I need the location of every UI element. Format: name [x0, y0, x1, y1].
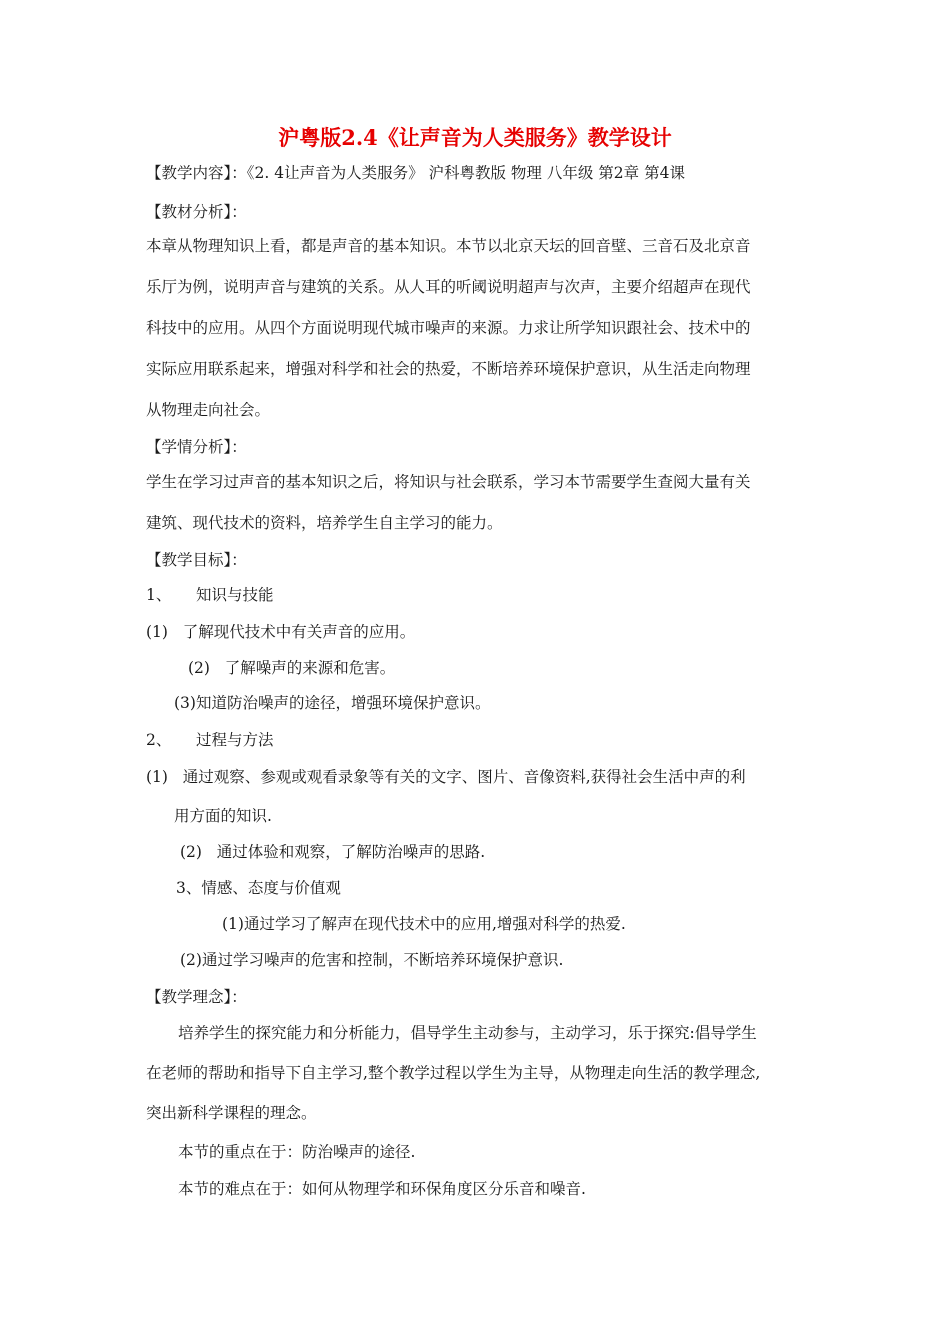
goal-3-item: (2)通过学习噪声的危害和控制，不断培养环境保护意识.	[180, 951, 564, 969]
goal-2-item: (2) 通过体验和观察，了解防治噪声的思路.	[180, 843, 486, 861]
student-analysis-heading: 【学情分析】：	[146, 438, 247, 456]
difficult-point-line: 本节的难点在于：如何从物理学和环保角度区分乐音和噪音.	[178, 1180, 586, 1198]
teaching-goals-heading: 【教学目标】：	[146, 551, 247, 569]
goal-2-item: (1) 通过观察、参观或观看录象等有关的文字、图片、音像资料,获得社会生活中声的利	[146, 768, 746, 786]
student-analysis-line: 学生在学习过声音的基本知识之后，将知识与社会联系，学习本节需要学生查阅大量有关	[146, 473, 751, 491]
teaching-concept-line: 突出新科学课程的理念。	[146, 1104, 317, 1122]
goal-1-item: (1) 了解现代技术中有关声音的应用。	[146, 623, 416, 641]
teaching-concept-line: 在老师的帮助和指导下自主学习,整个教学过程以学生为主导，从物理走向生活的教学理念,	[146, 1064, 761, 1082]
goal-2-number: 2、	[146, 731, 172, 749]
key-point-line: 本节的重点在于：防治噪声的途径.	[178, 1143, 416, 1161]
student-analysis-line: 建筑、现代技术的资料，培养学生自主学习的能力。	[146, 514, 503, 532]
goal-2-title: 过程与方法	[196, 731, 274, 749]
teaching-concept-heading: 【教学理念】：	[146, 988, 247, 1006]
material-analysis-line: 从物理走向社会。	[146, 401, 271, 419]
material-analysis-line: 实际应用联系起来，增强对科学和社会的热爱，不断培养环境保护意识，从生活走向物理	[146, 360, 751, 378]
goal-1-item: (3)知道防治噪声的途径，增强环境保护意识。	[174, 694, 491, 712]
goal-2-item-continued: 用方面的知识.	[174, 807, 272, 825]
teaching-concept-line: 培养学生的探究能力和分析能力，倡导学生主动参与，主动学习，乐于探究:倡导学生	[178, 1024, 757, 1042]
document-title: 沪粤版2.4《让声音为人类服务》教学设计	[278, 125, 672, 150]
material-analysis-heading: 【教材分析】：	[146, 203, 247, 221]
goal-1-number: 1、	[146, 586, 172, 604]
goal-3-item: (1)通过学习了解声在现代技术中的应用,增强对科学的热爱.	[222, 915, 626, 933]
goal-1-item: (2) 了解噪声的来源和危害。	[188, 659, 396, 677]
goal-1-title: 知识与技能	[196, 586, 274, 604]
material-analysis-line: 本章从物理知识上看，都是声音的基本知识。本节以北京天坛的回音壁、三音石及北京音	[146, 237, 751, 255]
teaching-content-line: 【教学内容】：《2. 4让声音为人类服务》 沪科粤教版 物理 八年级 第2章 第4课	[146, 164, 685, 182]
material-analysis-line: 科技中的应用。从四个方面说明现代城市噪声的来源。力求让所学知识跟社会、技术中的	[146, 319, 751, 337]
material-analysis-line: 乐厅为例，说明声音与建筑的关系。从人耳的听阈说明超声与次声，主要介绍超声在现代	[146, 278, 751, 296]
goal-3-title: 3、情感、态度与价值观	[176, 879, 341, 897]
